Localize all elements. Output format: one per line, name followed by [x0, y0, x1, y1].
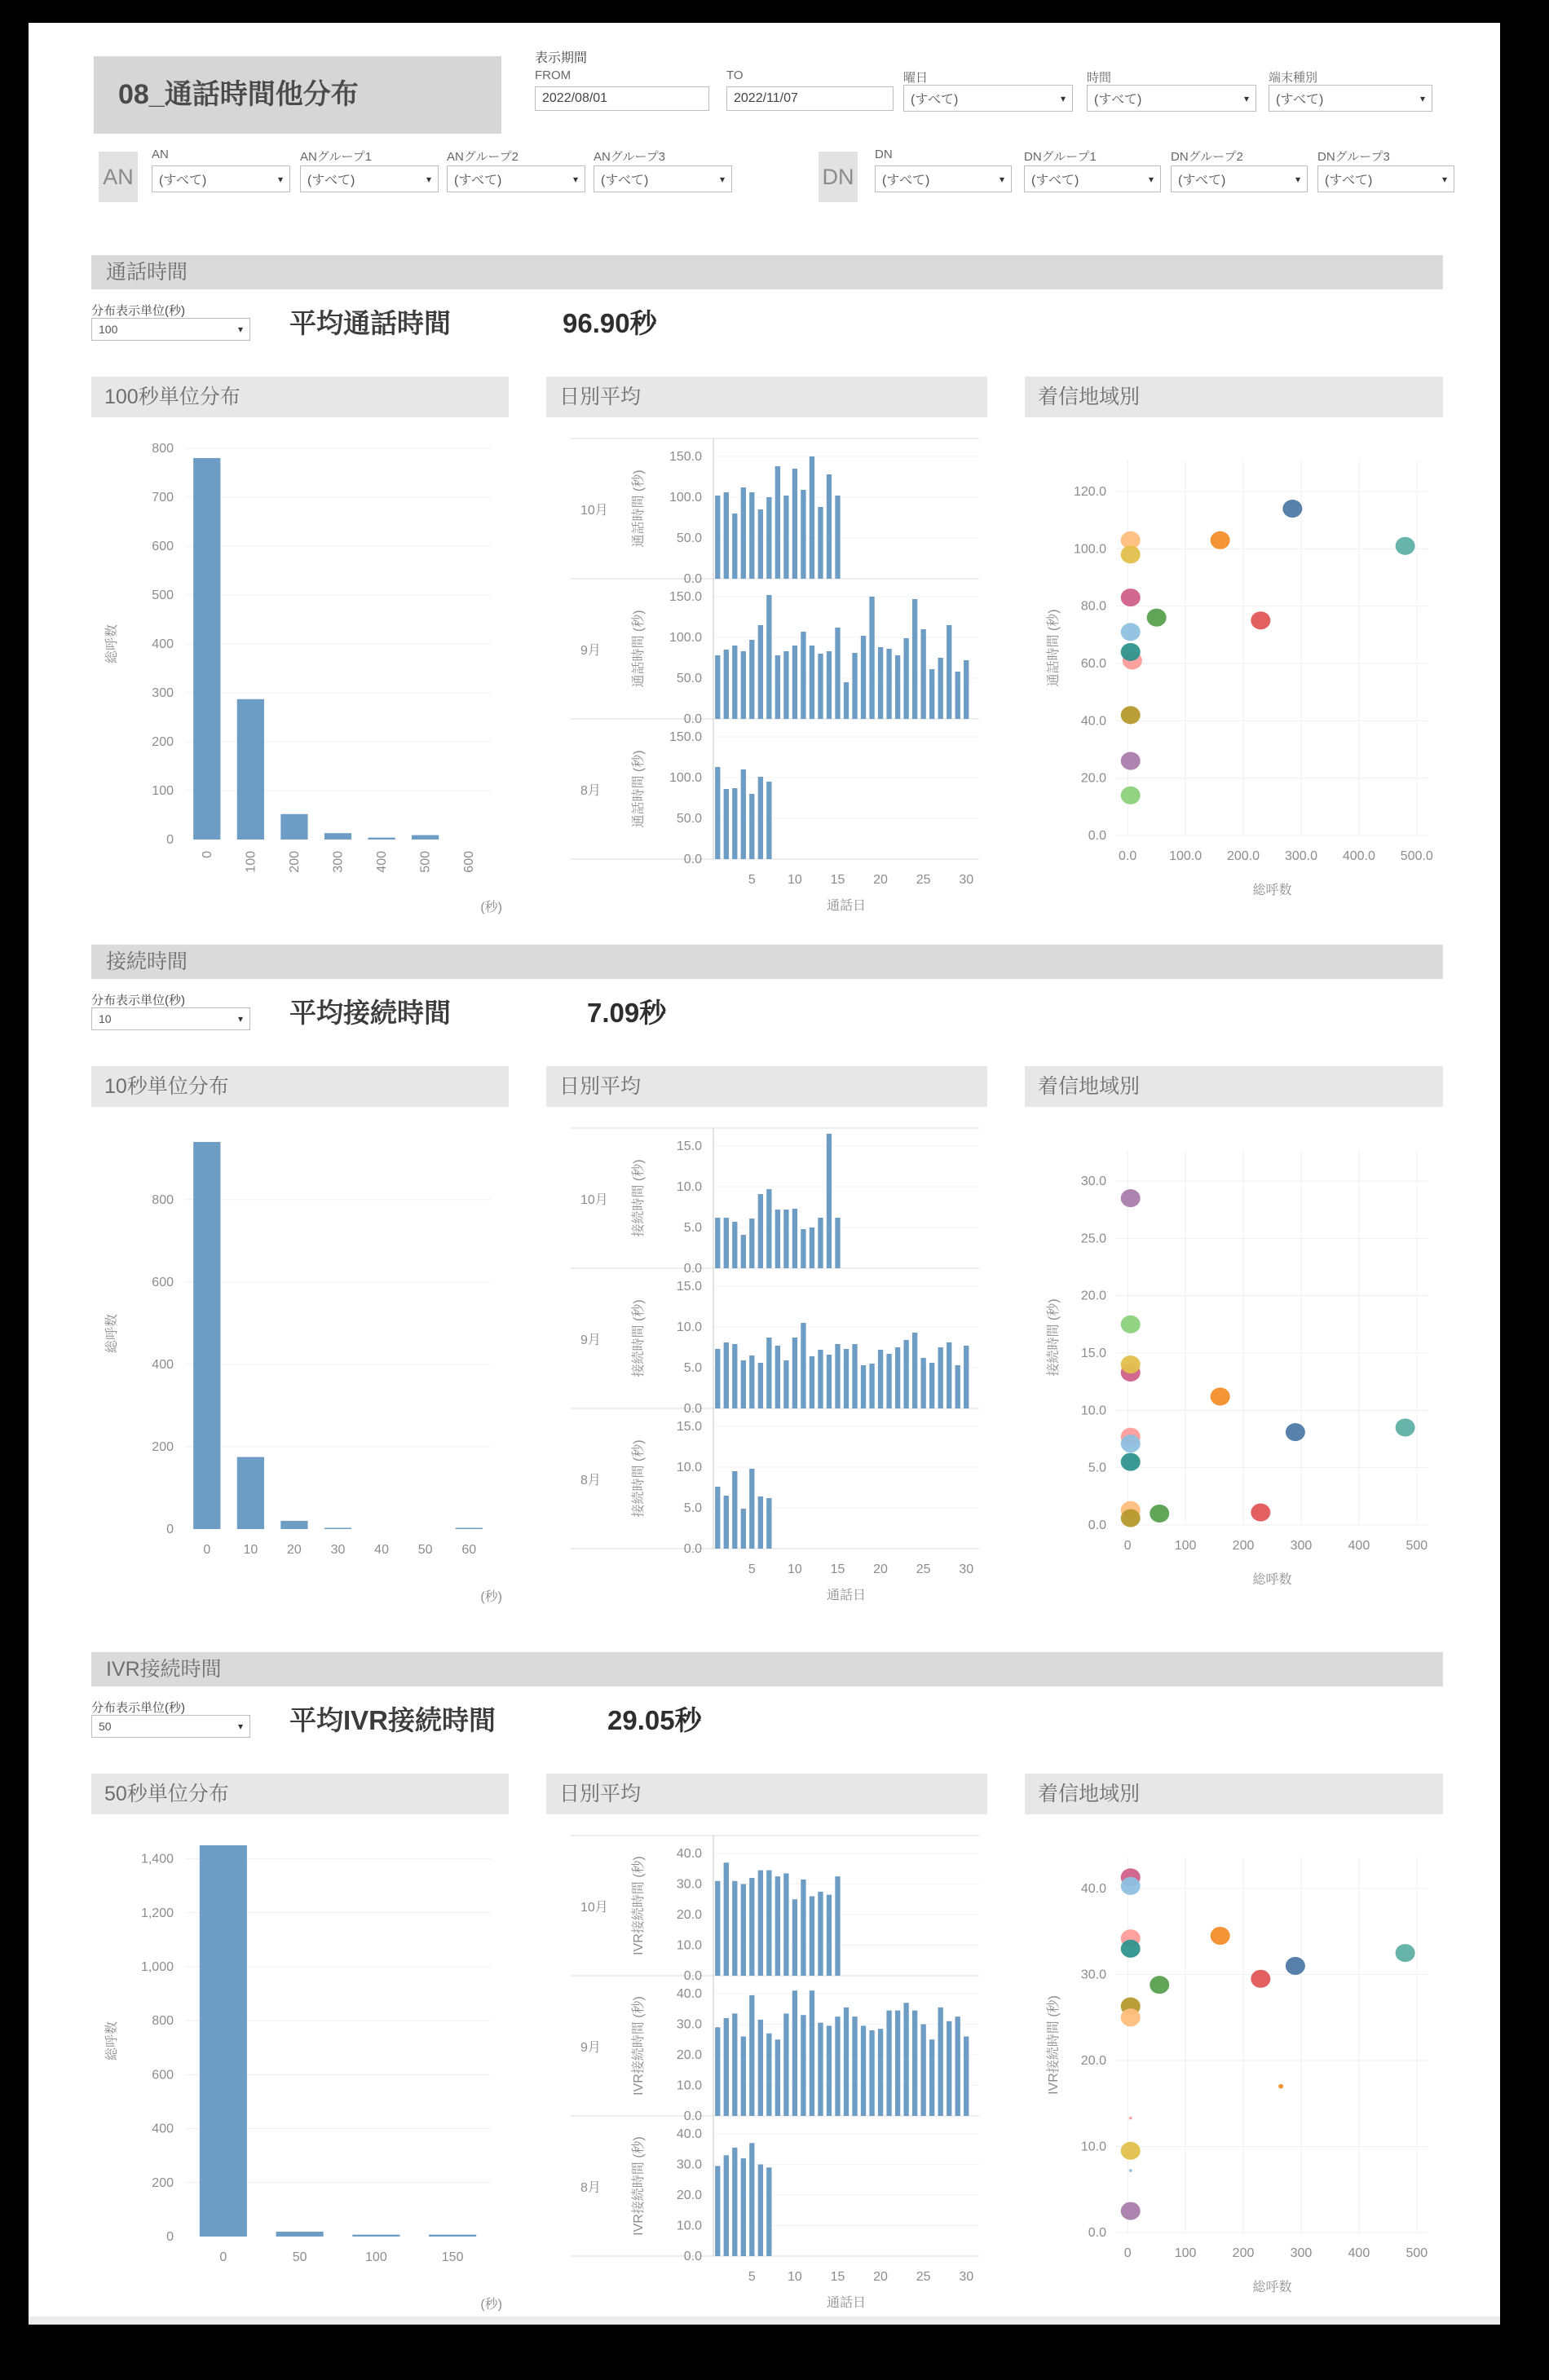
dn-select-value: (すべて) — [882, 174, 930, 187]
svg-text:200: 200 — [152, 2175, 174, 2190]
svg-text:40.0: 40.0 — [1080, 1881, 1106, 1896]
svg-text:600: 600 — [462, 851, 477, 873]
svg-text:25: 25 — [916, 1562, 931, 1576]
svg-text:100.0: 100.0 — [1169, 849, 1203, 863]
chevron-down-icon: ▾ — [719, 173, 725, 185]
svg-text:接続時間 (秒): 接続時間 (秒) — [632, 1439, 646, 1518]
svg-text:400: 400 — [1348, 1539, 1370, 1553]
dn-select[interactable] — [875, 165, 1012, 192]
to-label: TO — [726, 68, 744, 82]
average-value: 7.09秒 — [587, 998, 667, 1028]
svg-text:接続時間 (秒): 接続時間 (秒) — [1047, 1298, 1061, 1377]
svg-text:0.0: 0.0 — [683, 1402, 702, 1416]
svg-text:0.0: 0.0 — [1088, 829, 1106, 843]
weekday-select-value: (すべて) — [911, 93, 959, 107]
svg-text:5.0: 5.0 — [683, 1221, 702, 1235]
svg-text:接続時間 (秒): 接続時間 (秒) — [632, 1159, 646, 1237]
svg-text:10.0: 10.0 — [676, 1461, 702, 1474]
svg-text:8月: 8月 — [580, 1474, 601, 1488]
svg-text:800: 800 — [152, 1192, 174, 1207]
an-group2-select-value: (すべて) — [454, 174, 502, 187]
chevron-down-icon: ▾ — [1419, 92, 1425, 104]
svg-text:9月: 9月 — [580, 644, 601, 658]
svg-text:600: 600 — [152, 2068, 174, 2082]
svg-text:10.0: 10.0 — [676, 1938, 702, 1953]
svg-text:0: 0 — [1123, 2246, 1132, 2260]
section-title-bar: 通話時間 — [91, 255, 1443, 289]
svg-text:600: 600 — [152, 1275, 174, 1289]
dn-group2-select-value: (すべて) — [1178, 174, 1226, 187]
svg-text:15: 15 — [830, 1562, 845, 1576]
svg-text:20.0: 20.0 — [1080, 2053, 1106, 2068]
svg-text:30.0: 30.0 — [676, 2157, 702, 2172]
svg-text:25: 25 — [916, 2270, 931, 2284]
svg-text:50.0: 50.0 — [676, 812, 702, 826]
svg-text:50: 50 — [417, 1543, 433, 1557]
dn-group2-label: DNグループ2 — [1171, 150, 1243, 164]
svg-text:0: 0 — [1123, 1539, 1132, 1553]
svg-text:10: 10 — [788, 873, 802, 887]
svg-text:200: 200 — [1232, 1539, 1255, 1553]
svg-text:15.0: 15.0 — [676, 1420, 702, 1434]
svg-text:総呼数: 総呼数 — [105, 2021, 119, 2061]
svg-text:総呼数: 総呼数 — [105, 1313, 119, 1354]
an-group1-select-value: (すべて) — [307, 174, 355, 187]
svg-text:0: 0 — [166, 833, 174, 847]
svg-text:20: 20 — [873, 1562, 888, 1576]
hour-select-value: (すべて) — [1094, 93, 1142, 107]
svg-text:50: 50 — [292, 2250, 307, 2264]
svg-text:400: 400 — [375, 851, 390, 873]
an-group1-select[interactable] — [300, 165, 439, 192]
chevron-down-icon: ▾ — [426, 173, 431, 185]
from-label: FROM — [535, 68, 571, 82]
svg-text:200.0: 200.0 — [1227, 849, 1260, 863]
svg-text:0.0: 0.0 — [683, 1262, 702, 1276]
daily-average-chart[interactable] — [546, 1821, 987, 2318]
svg-text:通話時間 (秒): 通話時間 (秒) — [632, 750, 646, 828]
svg-text:0.0: 0.0 — [683, 1969, 702, 1983]
svg-text:30.0: 30.0 — [1080, 1174, 1106, 1188]
chevron-down-icon: ▾ — [237, 1013, 243, 1025]
svg-text:10月: 10月 — [580, 1901, 608, 1915]
an-group3-select-value: (すべて) — [601, 174, 649, 187]
dn-field-label: DN — [875, 148, 893, 161]
svg-text:(秒): (秒) — [480, 901, 502, 915]
svg-text:IVR接続時間 (秒): IVR接続時間 (秒) — [632, 1996, 646, 2096]
svg-text:10.0: 10.0 — [1080, 1404, 1106, 1418]
region-scatter-chart[interactable] — [1025, 1821, 1443, 2318]
svg-text:15.0: 15.0 — [676, 1280, 702, 1294]
svg-text:1,400: 1,400 — [140, 1852, 174, 1867]
svg-text:10.0: 10.0 — [676, 1180, 702, 1194]
svg-text:15.0: 15.0 — [1080, 1346, 1106, 1360]
svg-text:40.0: 40.0 — [1080, 714, 1106, 729]
svg-text:10: 10 — [788, 1562, 802, 1576]
chevron-down-icon: ▾ — [237, 1721, 243, 1732]
svg-text:40: 40 — [374, 1543, 389, 1557]
svg-text:40.0: 40.0 — [676, 2127, 702, 2141]
svg-text:60.0: 60.0 — [1080, 656, 1106, 671]
unit-select-value: 100 — [99, 323, 118, 336]
svg-text:100.0: 100.0 — [669, 631, 702, 645]
chevron-down-icon: ▾ — [1148, 173, 1154, 185]
device-type-label: 端末種別 — [1269, 71, 1318, 85]
average-label: 平均IVR接続時間 — [289, 1705, 496, 1735]
svg-text:500: 500 — [1406, 1539, 1428, 1553]
unit-select[interactable] — [91, 318, 250, 341]
svg-text:IVR接続時間 (秒): IVR接続時間 (秒) — [1047, 1995, 1061, 2095]
svg-text:100: 100 — [365, 2250, 387, 2264]
hour-label: 時間 — [1087, 71, 1112, 85]
svg-text:300: 300 — [1290, 2246, 1313, 2260]
svg-text:150.0: 150.0 — [669, 590, 702, 604]
svg-text:150.0: 150.0 — [669, 730, 702, 744]
svg-text:0: 0 — [200, 851, 214, 858]
svg-text:10.0: 10.0 — [1080, 2140, 1106, 2154]
svg-text:10: 10 — [788, 2270, 802, 2284]
svg-text:400.0: 400.0 — [1342, 849, 1375, 863]
svg-text:1,200: 1,200 — [140, 1906, 174, 1920]
svg-text:10月: 10月 — [580, 504, 608, 518]
region-scatter-chart[interactable] — [1025, 1113, 1443, 1611]
svg-text:25.0: 25.0 — [1080, 1232, 1106, 1246]
svg-text:500: 500 — [152, 588, 174, 602]
svg-text:30: 30 — [959, 1562, 974, 1576]
svg-text:5: 5 — [748, 2270, 756, 2284]
dashboard-page — [29, 23, 1500, 2325]
svg-text:60: 60 — [461, 1543, 477, 1557]
svg-text:総呼数: 総呼数 — [1252, 2281, 1292, 2294]
svg-text:400: 400 — [152, 2122, 174, 2136]
an-field-label: AN — [152, 148, 169, 161]
svg-text:5: 5 — [748, 1562, 756, 1576]
svg-text:0.0: 0.0 — [1088, 1518, 1106, 1532]
svg-text:500: 500 — [1406, 2246, 1428, 2260]
svg-text:0.0: 0.0 — [683, 572, 702, 586]
dn-tag: DN — [819, 152, 858, 202]
page-bottom-strip — [29, 2316, 1500, 2325]
average-label: 平均通話時間 — [289, 308, 451, 338]
svg-text:10.0: 10.0 — [676, 2078, 702, 2093]
svg-text:100.0: 100.0 — [669, 771, 702, 785]
svg-text:0: 0 — [219, 2250, 227, 2264]
svg-text:15: 15 — [830, 873, 845, 887]
svg-text:150: 150 — [441, 2250, 464, 2264]
svg-text:通話時間 (秒): 通話時間 (秒) — [632, 610, 646, 688]
histogram-chart[interactable] — [91, 424, 509, 921]
svg-text:200: 200 — [287, 851, 302, 873]
an-select[interactable] — [152, 165, 290, 192]
hour-select[interactable] — [1087, 85, 1256, 112]
svg-text:0.0: 0.0 — [683, 712, 702, 726]
svg-text:50.0: 50.0 — [676, 531, 702, 545]
chevron-down-icon: ▾ — [1060, 92, 1066, 104]
svg-text:100: 100 — [1174, 1539, 1197, 1553]
svg-text:0.0: 0.0 — [683, 1542, 702, 1556]
dn-group2-select[interactable] — [1171, 165, 1308, 192]
section-connect-time — [29, 945, 1500, 1634]
svg-text:15.0: 15.0 — [676, 1139, 702, 1153]
an-select-value: (すべて) — [159, 174, 207, 187]
daily-average-chart[interactable] — [546, 1113, 987, 1611]
svg-text:20: 20 — [873, 873, 888, 887]
chevron-down-icon: ▾ — [572, 173, 578, 185]
region-scatter-header: 着信地域別 — [1025, 1774, 1443, 1814]
svg-text:400: 400 — [1348, 2246, 1370, 2260]
svg-text:100: 100 — [244, 851, 258, 873]
svg-text:80.0: 80.0 — [1080, 599, 1106, 614]
svg-text:0: 0 — [166, 2230, 174, 2244]
svg-text:25: 25 — [916, 873, 931, 887]
svg-text:IVR接続時間 (秒): IVR接続時間 (秒) — [632, 2136, 646, 2236]
dn-group3-select[interactable] — [1317, 165, 1454, 192]
dn-group1-select-value: (すべて) — [1031, 174, 1079, 187]
svg-text:400: 400 — [152, 1357, 174, 1372]
dn-group1-select[interactable] — [1024, 165, 1161, 192]
svg-text:500: 500 — [418, 851, 433, 873]
an-group3-select[interactable] — [594, 165, 732, 192]
svg-text:30: 30 — [959, 2270, 974, 2284]
svg-text:通話日: 通話日 — [826, 1589, 867, 1602]
svg-text:300: 300 — [1290, 1539, 1313, 1553]
svg-text:40.0: 40.0 — [676, 1847, 702, 1861]
unit-label: 分布表示単位(秒) — [91, 994, 185, 1007]
svg-text:40.0: 40.0 — [676, 1987, 702, 2001]
svg-text:0: 0 — [203, 1543, 211, 1557]
section-title-bar: IVR接続時間 — [91, 1652, 1443, 1686]
svg-text:10.0: 10.0 — [676, 1320, 702, 1334]
device-type-select-value: (すべて) — [1276, 93, 1324, 107]
svg-text:20.0: 20.0 — [676, 2188, 702, 2202]
an-tag: AN — [99, 152, 138, 202]
chevron-down-icon: ▾ — [237, 324, 243, 335]
svg-text:30.0: 30.0 — [676, 2017, 702, 2032]
svg-text:10: 10 — [243, 1543, 258, 1557]
dn-group3-select-value: (すべて) — [1325, 174, 1373, 187]
svg-text:100.0: 100.0 — [669, 491, 702, 505]
unit-select[interactable] — [91, 1715, 250, 1738]
to-date-input[interactable] — [726, 86, 894, 111]
svg-text:300.0: 300.0 — [1284, 849, 1317, 863]
weekday-select[interactable] — [903, 85, 1073, 112]
daily-average-header: 日別平均 — [546, 1066, 987, 1107]
svg-text:400: 400 — [152, 637, 174, 651]
svg-text:20.0: 20.0 — [676, 2048, 702, 2062]
daily-average-header: 日別平均 — [546, 377, 987, 417]
svg-text:(秒): (秒) — [480, 1590, 502, 1604]
svg-text:15: 15 — [830, 2270, 845, 2284]
svg-text:30: 30 — [330, 1543, 346, 1557]
average-value: 96.90秒 — [563, 308, 657, 338]
svg-text:9月: 9月 — [580, 2041, 601, 2055]
svg-text:30.0: 30.0 — [1080, 1968, 1106, 1982]
svg-text:通話日: 通話日 — [826, 899, 867, 913]
device-type-select[interactable] — [1269, 85, 1432, 112]
svg-text:20.0: 20.0 — [676, 1908, 702, 1922]
svg-text:0.0: 0.0 — [683, 853, 702, 866]
histogram-chart[interactable] — [91, 1821, 509, 2318]
histogram-header: 100秒単位分布 — [91, 377, 509, 417]
svg-text:5.0: 5.0 — [683, 1501, 702, 1515]
svg-text:100: 100 — [1174, 2246, 1197, 2260]
page-title: 08_通話時間他分布 — [94, 56, 501, 134]
svg-text:120.0: 120.0 — [1073, 484, 1106, 499]
svg-text:20.0: 20.0 — [1080, 771, 1106, 786]
svg-text:10月: 10月 — [580, 1193, 608, 1207]
daily-average-header: 日別平均 — [546, 1774, 987, 1814]
svg-text:20: 20 — [873, 2270, 888, 2284]
svg-text:200: 200 — [1232, 2246, 1255, 2260]
svg-text:50.0: 50.0 — [676, 672, 702, 685]
svg-text:5.0: 5.0 — [683, 1361, 702, 1375]
svg-text:20.0: 20.0 — [1080, 1289, 1106, 1303]
svg-text:8月: 8月 — [580, 784, 601, 798]
average-label: 平均接続時間 — [289, 998, 451, 1028]
svg-text:800: 800 — [152, 2014, 174, 2029]
histogram-header: 10秒単位分布 — [91, 1066, 509, 1107]
svg-text:通話時間 (秒): 通話時間 (秒) — [1047, 609, 1061, 687]
svg-text:IVR接続時間 (秒): IVR接続時間 (秒) — [632, 1856, 646, 1955]
an-group3-label: ANグループ3 — [594, 150, 665, 164]
weekday-label: 曜日 — [903, 71, 929, 85]
dn-group1-label: DNグループ1 — [1024, 150, 1097, 164]
chevron-down-icon: ▾ — [999, 173, 1004, 185]
period-label: 表示期間 — [535, 51, 588, 65]
from-date-input[interactable] — [535, 86, 709, 111]
svg-text:30: 30 — [959, 873, 974, 887]
svg-text:150.0: 150.0 — [669, 450, 702, 464]
svg-text:10.0: 10.0 — [676, 2219, 702, 2233]
svg-text:100.0: 100.0 — [1073, 542, 1106, 557]
chevron-down-icon: ▾ — [1295, 173, 1300, 185]
svg-text:1,000: 1,000 — [140, 1959, 174, 1974]
an-group2-label: ANグループ2 — [447, 150, 519, 164]
svg-text:通話日: 通話日 — [826, 2296, 867, 2310]
chevron-down-icon: ▾ — [277, 173, 283, 185]
svg-text:0.0: 0.0 — [1119, 849, 1137, 863]
unit-select[interactable] — [91, 1007, 250, 1030]
svg-text:0.0: 0.0 — [683, 2109, 702, 2123]
svg-text:0: 0 — [166, 1523, 174, 1536]
svg-text:100: 100 — [152, 784, 174, 798]
an-group1-label: ANグループ1 — [300, 150, 372, 164]
svg-text:(秒): (秒) — [480, 2298, 502, 2312]
region-scatter-header: 着信地域別 — [1025, 1066, 1443, 1107]
unit-select-value: 10 — [99, 1012, 112, 1025]
histogram-header: 50秒単位分布 — [91, 1774, 509, 1814]
svg-text:5: 5 — [748, 873, 756, 887]
svg-text:総呼数: 総呼数 — [1252, 884, 1292, 897]
svg-text:20: 20 — [287, 1543, 302, 1557]
unit-label: 分布表示単位(秒) — [91, 1701, 185, 1715]
svg-text:9月: 9月 — [580, 1333, 601, 1347]
daily-average-chart[interactable] — [546, 424, 987, 921]
svg-text:総呼数: 総呼数 — [105, 624, 119, 664]
svg-text:0.0: 0.0 — [1088, 2226, 1106, 2240]
region-scatter-header: 着信地域別 — [1025, 377, 1443, 417]
svg-text:通話時間 (秒): 通話時間 (秒) — [632, 469, 646, 548]
region-scatter-chart[interactable] — [1025, 424, 1443, 921]
average-value: 29.05秒 — [607, 1705, 702, 1735]
unit-select-value: 50 — [99, 1720, 112, 1733]
svg-text:300: 300 — [331, 851, 346, 873]
svg-text:600: 600 — [152, 540, 174, 553]
svg-text:700: 700 — [152, 491, 174, 505]
an-group2-select[interactable] — [447, 165, 585, 192]
svg-text:30.0: 30.0 — [676, 1877, 702, 1892]
dn-group3-label: DNグループ3 — [1317, 150, 1390, 164]
unit-label: 分布表示単位(秒) — [91, 304, 185, 318]
svg-text:接続時間 (秒): 接続時間 (秒) — [632, 1299, 646, 1377]
svg-text:300: 300 — [152, 686, 174, 700]
svg-text:500.0: 500.0 — [1400, 849, 1433, 863]
svg-text:800: 800 — [152, 442, 174, 456]
svg-text:200: 200 — [152, 735, 174, 749]
histogram-chart[interactable] — [91, 1113, 509, 1611]
svg-text:200: 200 — [152, 1439, 174, 1454]
chevron-down-icon: ▾ — [1441, 173, 1447, 185]
section-call-time — [29, 255, 1500, 945]
svg-text:5.0: 5.0 — [1088, 1461, 1106, 1475]
svg-text:総呼数: 総呼数 — [1252, 1573, 1292, 1587]
section-title-bar: 接続時間 — [91, 945, 1443, 979]
chevron-down-icon: ▾ — [1243, 92, 1249, 104]
section-ivr-connect-time — [29, 1652, 1500, 2325]
svg-text:8月: 8月 — [580, 2181, 601, 2195]
svg-text:0.0: 0.0 — [683, 2250, 702, 2263]
